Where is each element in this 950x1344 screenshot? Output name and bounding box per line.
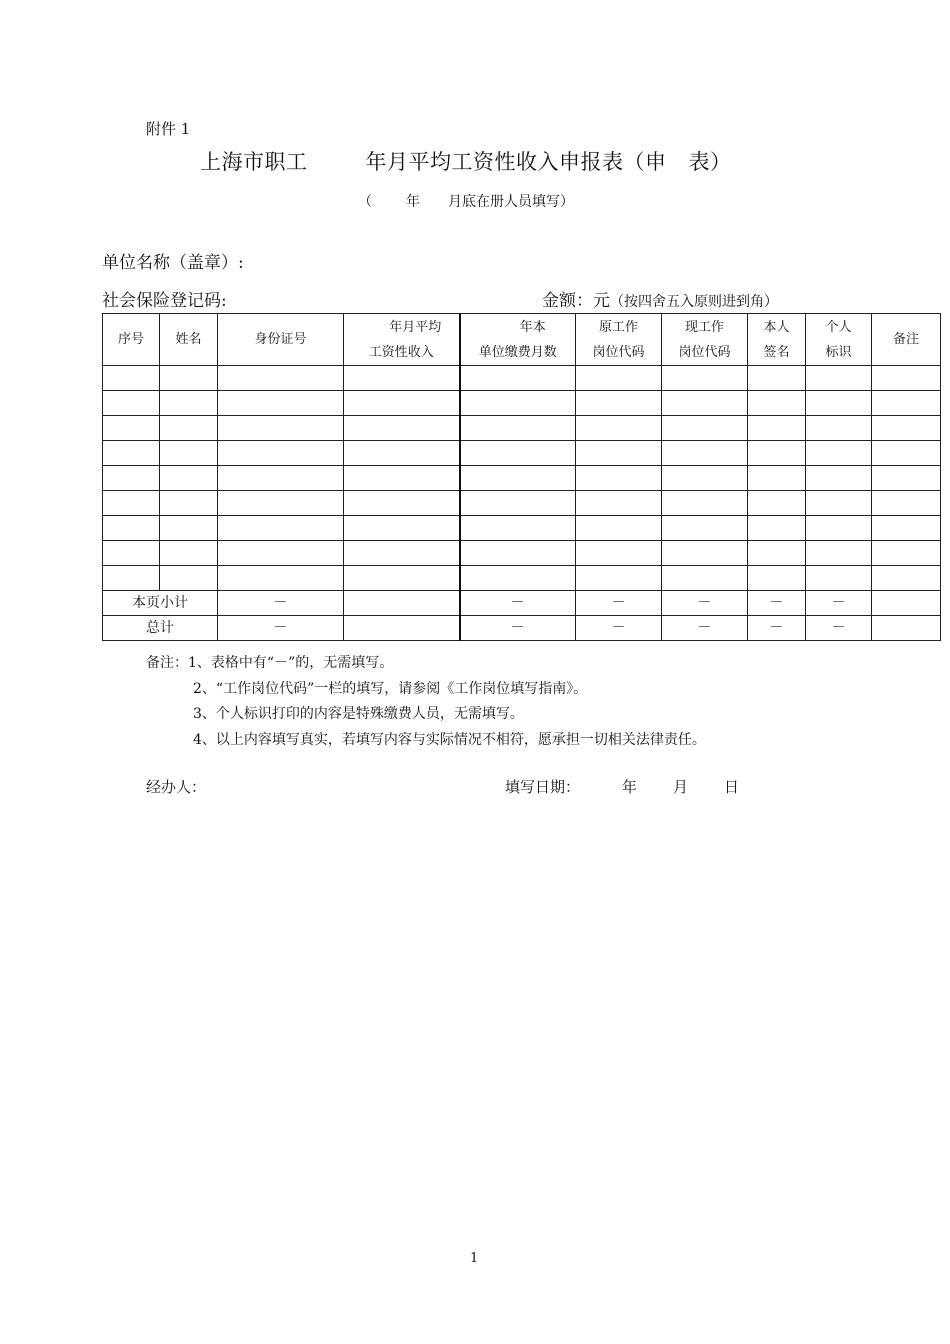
cell-current-post-code[interactable] [662,541,748,566]
total-orig-code-dash: － [576,616,662,641]
table-row [103,441,941,466]
fill-date-month: 月 [673,778,689,796]
cell-id-number[interactable] [218,391,344,416]
header-id-number: 身份证号 [218,314,344,366]
cell-name[interactable] [160,366,218,391]
cell-signature[interactable] [748,566,806,591]
cell-remark[interactable] [872,366,941,391]
fill-date-label: 填写日期： [505,778,581,796]
cell-original-post-code[interactable] [576,466,662,491]
cell-name[interactable] [160,516,218,541]
header-signature-line2: 签名 [763,344,790,360]
cell-id-number[interactable] [218,416,344,441]
cell-seq[interactable] [103,391,160,416]
cell-id-number[interactable] [218,541,344,566]
cell-pay-months[interactable] [460,466,576,491]
cell-original-post-code[interactable] [576,366,662,391]
total-avg-income[interactable] [344,616,460,641]
cell-personal-mark[interactable] [806,491,872,516]
table-row [103,491,941,516]
cell-id-number[interactable] [218,516,344,541]
cell-remark[interactable] [872,541,941,566]
table-body [103,366,941,591]
cell-personal-mark[interactable] [806,391,872,416]
header-original-post-code-line2: 岗位代码 [592,344,645,360]
header-current-post-code [662,314,748,366]
cell-pay-months[interactable] [460,416,576,441]
cell-current-post-code[interactable] [662,366,748,391]
title-part-1: 上海市职工 [200,150,308,174]
cell-original-post-code[interactable] [576,516,662,541]
header-avg-income-line1: 年月平均 [389,319,442,335]
cell-personal-mark[interactable] [806,566,872,591]
cell-avg-income[interactable] [344,566,460,591]
cell-current-post-code[interactable] [662,441,748,466]
cell-current-post-code[interactable] [662,391,748,416]
cell-signature[interactable] [748,391,806,416]
cell-seq[interactable] [103,491,160,516]
cell-current-post-code[interactable] [662,416,748,441]
cell-seq[interactable] [103,541,160,566]
total-remark[interactable] [872,616,941,641]
cell-avg-income[interactable] [344,366,460,391]
fill-date [505,776,739,797]
table-row [103,566,941,591]
cell-signature[interactable] [748,441,806,466]
table-row [103,416,941,441]
amount-label [542,286,778,311]
cell-current-post-code[interactable] [662,491,748,516]
cell-personal-mark[interactable] [806,516,872,541]
cell-avg-income[interactable] [344,491,460,516]
cell-id-number[interactable] [218,566,344,591]
cell-current-post-code[interactable] [662,466,748,491]
table-row [103,366,941,391]
table-row [103,466,941,491]
cell-avg-income[interactable] [344,541,460,566]
cell-signature[interactable] [748,541,806,566]
cell-signature[interactable] [748,416,806,441]
cell-pay-months[interactable] [460,566,576,591]
header-avg-income [344,314,460,366]
cell-personal-mark[interactable] [806,366,872,391]
cell-pay-months[interactable] [460,391,576,416]
header-remark: 备注 [872,314,941,366]
header-seq: 序号 [103,314,160,366]
table-row [103,541,941,566]
subtotal-mark-dash: － [806,591,872,616]
cell-signature[interactable] [748,516,806,541]
header-signature [748,314,806,366]
cell-original-post-code[interactable] [576,491,662,516]
cell-pay-months[interactable] [460,366,576,391]
cell-pay-months[interactable] [460,516,576,541]
attachment-label: 附件 1 [146,120,191,138]
handler-label: 经办人： [146,778,207,796]
cell-avg-income[interactable] [344,441,460,466]
page-title [200,146,732,176]
subtotal-months-dash: － [460,591,576,616]
header-personal-mark-line1: 个人 [825,319,852,335]
cell-remark[interactable] [872,441,941,466]
total-sign-dash: － [748,616,806,641]
page-number: 1 [470,1251,479,1266]
cell-avg-income[interactable] [344,466,460,491]
subtitle-rest: 月底在册人员填写） [448,194,574,210]
note-4: 4、以上内容填写真实，若填写内容与实际情况不相符，愿承担一切相关法律责任。 [193,732,706,748]
cell-remark[interactable] [872,416,941,441]
header-current-post-code-line2: 岗位代码 [678,344,731,360]
cell-seq[interactable] [103,516,160,541]
subtotal-sign-dash: － [748,591,806,616]
total-months-dash: － [460,616,576,641]
cell-signature[interactable] [748,491,806,516]
cell-remark[interactable] [872,566,941,591]
subtotal-remark[interactable] [872,591,941,616]
subtitle-year: 年 [406,194,420,210]
cell-remark[interactable] [872,491,941,516]
header-pay-months-line1: 年本 [519,319,546,335]
cell-avg-income[interactable] [344,516,460,541]
subtotal-orig-code-dash: － [576,591,662,616]
title-part-3: 表） [688,150,732,174]
note-1: 备注：1、表格中有“－”的，无需填写。 [146,655,394,671]
fill-date-day: 日 [724,778,740,796]
subtotal-row [103,591,941,616]
cell-seq[interactable] [103,466,160,491]
cell-id-number[interactable] [218,466,344,491]
cell-remark[interactable] [872,391,941,416]
subtotal-id-dash: － [218,591,344,616]
cell-name[interactable] [160,416,218,441]
header-pay-months-line2: 单位缴费月数 [478,344,557,360]
header-original-post-code-line1: 原工作 [598,319,638,335]
cell-personal-mark[interactable] [806,416,872,441]
table-row [103,391,941,416]
cell-original-post-code[interactable] [576,541,662,566]
title-part-2: 年月平均工资性收入申报表（申 [365,150,667,174]
total-row [103,616,941,641]
header-signature-line1: 本人 [763,319,790,335]
cell-original-post-code[interactable] [576,566,662,591]
cell-id-number[interactable] [218,441,344,466]
total-curr-code-dash: － [662,616,748,641]
note-2: 2、“工作岗位代码”一栏的填写，请参阅《工作岗位填写指南》。 [193,681,588,697]
income-declaration-table [102,313,941,641]
cell-seq[interactable] [103,366,160,391]
header-personal-mark-line2: 标识 [825,344,852,360]
cell-original-post-code[interactable] [576,391,662,416]
cell-id-number[interactable] [218,366,344,391]
cell-avg-income[interactable] [344,391,460,416]
subtitle-open: （ [358,194,372,210]
cell-name[interactable] [160,541,218,566]
cell-signature[interactable] [748,366,806,391]
subtotal-avg-income[interactable] [344,591,460,616]
cell-seq[interactable] [103,441,160,466]
cell-personal-mark[interactable] [806,541,872,566]
subtitle [358,191,574,211]
header-personal-mark [806,314,872,366]
header-current-post-code-line1: 现工作 [684,319,724,335]
cell-current-post-code[interactable] [662,516,748,541]
total-id-dash: － [218,616,344,641]
cell-name[interactable] [160,466,218,491]
table-row [103,516,941,541]
cell-remark[interactable] [872,516,941,541]
social-security-code-label: 社会保险登记码: [102,291,227,311]
cell-original-post-code[interactable] [576,416,662,441]
amount-rounding-note: （按四舍五入原则进到角） [610,294,778,310]
header-pay-months [460,314,576,366]
fill-date-year: 年 [622,778,638,796]
cell-name[interactable] [160,491,218,516]
cell-name[interactable] [160,566,218,591]
cell-pay-months[interactable] [460,541,576,566]
cell-id-number[interactable] [218,491,344,516]
cell-original-post-code[interactable] [576,441,662,466]
cell-seq[interactable] [103,566,160,591]
total-label: 总计 [103,616,218,641]
cell-current-post-code[interactable] [662,566,748,591]
cell-personal-mark[interactable] [806,441,872,466]
cell-pay-months[interactable] [460,491,576,516]
cell-signature[interactable] [748,466,806,491]
subtotal-label: 本页小计 [103,591,218,616]
note-3: 3、个人标识打印的内容是特殊缴费人员，无需填写。 [193,706,524,722]
total-mark-dash: － [806,616,872,641]
cell-pay-months[interactable] [460,441,576,466]
amount-unit: 金额：元 [542,291,610,311]
cell-name[interactable] [160,441,218,466]
cell-personal-mark[interactable] [806,466,872,491]
unit-name-label: 单位名称（盖章）: [102,253,244,273]
header-original-post-code [576,314,662,366]
header-name: 姓名 [160,314,218,366]
cell-avg-income[interactable] [344,416,460,441]
cell-name[interactable] [160,391,218,416]
cell-seq[interactable] [103,416,160,441]
table-header-row [103,314,941,366]
cell-remark[interactable] [872,466,941,491]
header-avg-income-line2: 工资性收入 [368,344,434,360]
subtotal-curr-code-dash: － [662,591,748,616]
